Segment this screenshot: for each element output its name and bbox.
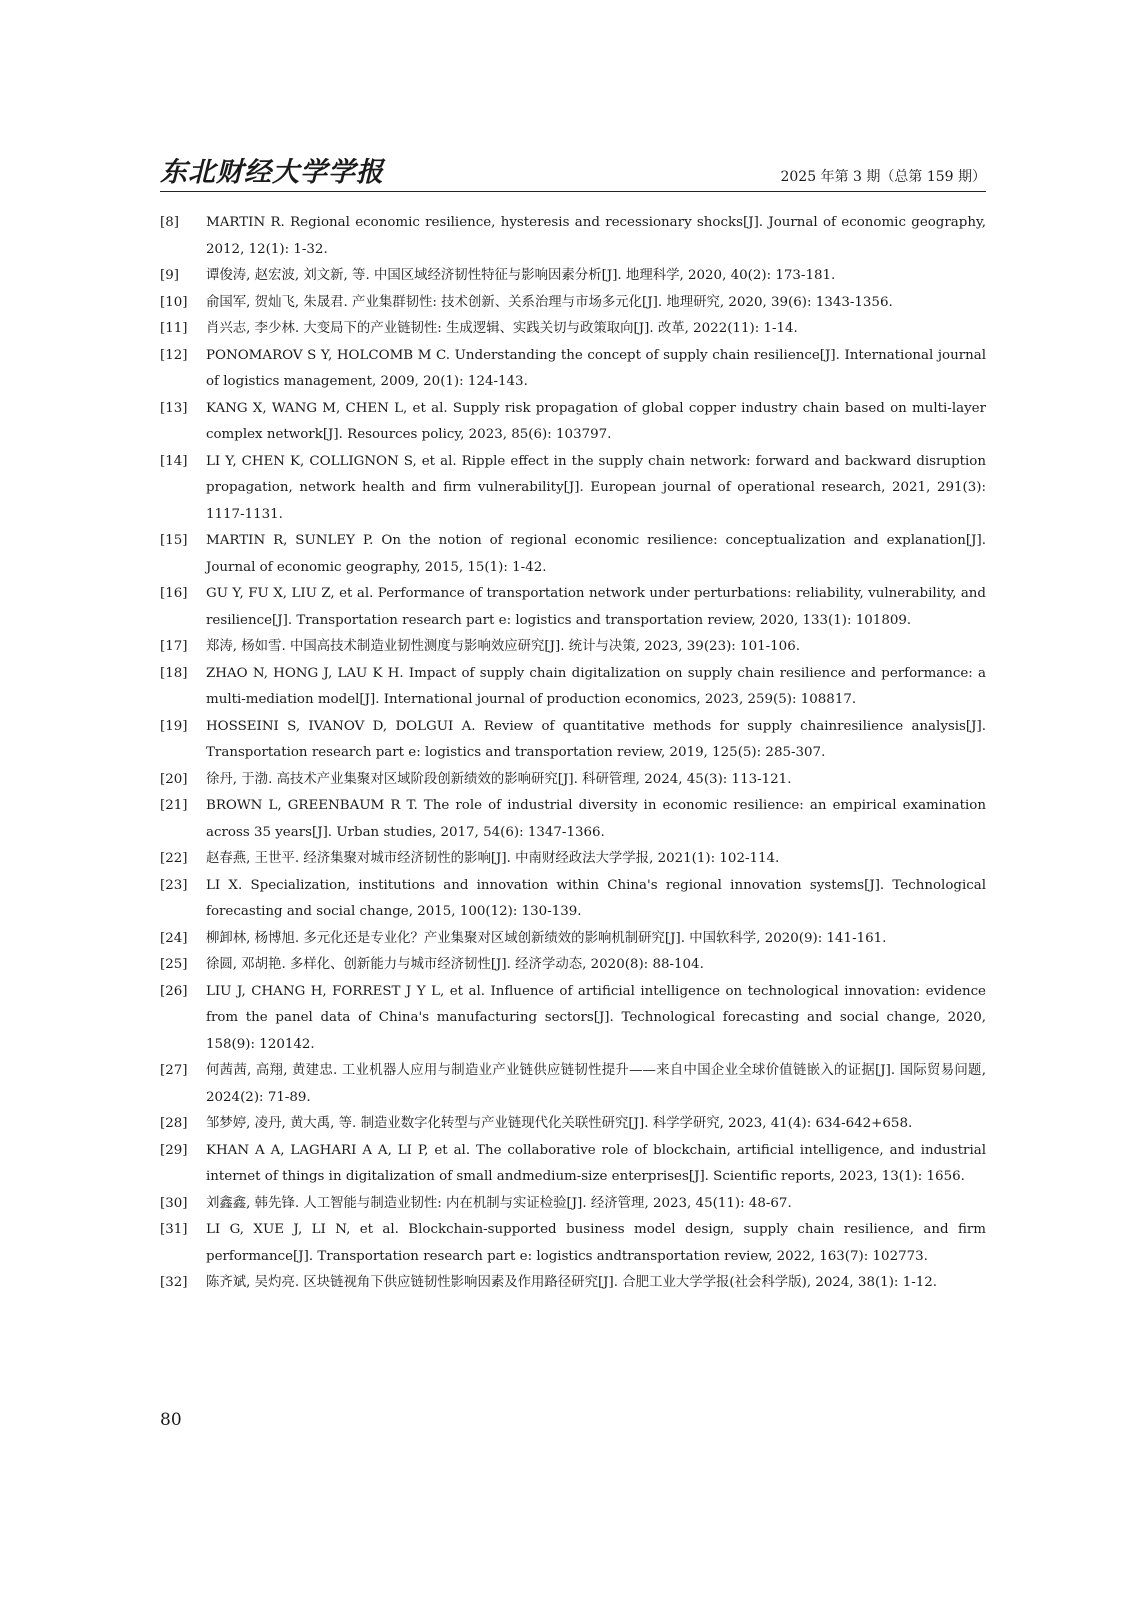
reference-number: [26] bbox=[160, 983, 188, 999]
reference-text: GU Y, FU X, LIU Z, et al. Performance of transportation network under perturbations: reliability, vulnerability, and resilience[J]. Transportation research part e: logistics and transportation review, 2020, 133(1): 101809. bbox=[206, 586, 986, 628]
reference-item bbox=[160, 1270, 986, 1297]
reference-number: [32] bbox=[160, 1275, 188, 1290]
header-rule bbox=[160, 191, 986, 192]
reference-text: KHAN A A, LAGHARI A A, LI P, et al. The collaborative role of blockchain, artificial intelligence, and industrial internet of things in digitalization of small andmedium-size enterprises[J]. Scientific reports, 2023, 13(1): 1656. bbox=[206, 1142, 986, 1184]
reference-list bbox=[160, 210, 986, 1297]
reference-text: BROWN L, GREENBAUM R T. The role of industrial diversity in economic resilience: an empirical examination across 35 years[J]. Urban studies, 2017, 54(6): 1347-1366. bbox=[206, 798, 986, 840]
reference-text: 徐丹, 于渤. 高技术产业集聚对区域阶段创新绩效的影响研究[J]. 科研管理, 2024, 45(3): 113-121. bbox=[206, 771, 792, 787]
reference-text: 郑涛, 杨如雪. 中国高技术制造业韧性测度与影响效应研究[J]. 统计与决策, 2023, 39(23): 101-106. bbox=[206, 639, 800, 654]
reference-text: 陈齐斌, 吴灼亮. 区块链视角下供应链韧性影响因素及作用路径研究[J]. 合肥工业大学学报(社会科学版), 2024, 38(1): 1-12. bbox=[206, 1275, 938, 1290]
reference-item bbox=[160, 290, 986, 317]
issue-info: 2025 年第 3 期（总第 159 期） bbox=[780, 169, 986, 185]
reference-item bbox=[160, 661, 986, 714]
reference-item bbox=[160, 1058, 986, 1111]
reference-number: [19] bbox=[160, 718, 188, 734]
reference-number: [14] bbox=[160, 453, 188, 469]
reference-text: HOSSEINI S, IVANOV D, DOLGUI A. Review of quantitative methods for supply chainresilience analysis[J]. Transportation research part e: logistics and transportation review, 2019, 125(5): 285-307. bbox=[206, 718, 986, 760]
reference-text: LIU J, CHANG H, FORREST J Y L, et al. Influence of artificial intelligence on technological innovation: evidence from the panel data of China's manufacturing sectors[J]. Technological forecasting and social change, 2020, 158(9): 120142. bbox=[206, 983, 986, 1052]
reference-item bbox=[160, 714, 986, 767]
reference-number: [23] bbox=[160, 877, 188, 893]
reference-number: [9] bbox=[160, 268, 179, 283]
reference-number: [30] bbox=[160, 1195, 188, 1211]
reference-number: [17] bbox=[160, 639, 188, 654]
reference-item bbox=[160, 873, 986, 926]
reference-item bbox=[160, 1111, 986, 1138]
reference-number: [18] bbox=[160, 665, 188, 681]
reference-item bbox=[160, 528, 986, 581]
reference-number: [31] bbox=[160, 1222, 188, 1237]
reference-item bbox=[160, 1191, 986, 1218]
reference-text: PONOMAROV S Y, HOLCOMB M C. Understanding the concept of supply chain resilience[J]. International journal of logistics management, 2009, 20(1): 124-143. bbox=[206, 347, 986, 389]
reference-number: [20] bbox=[160, 771, 188, 787]
reference-text: LI X. Specialization, institutions and innovation within China's regional innovation systems[J]. Technological forecasting and social change, 2015, 100(12): 130-139. bbox=[206, 877, 986, 919]
reference-text: KANG X, WANG M, CHEN L, et al. Supply risk propagation of global copper industry chain based on multi-layer complex network[J]. Resources policy, 2023, 85(6): 103797. bbox=[206, 400, 986, 442]
reference-text: MARTIN R, SUNLEY P. On the notion of regional economic resilience: conceptualization and explanation[J]. Journal of economic geography, 2015, 15(1): 1-42. bbox=[206, 533, 986, 575]
reference-text: LI Y, CHEN K, COLLIGNON S, et al. Ripple effect in the supply chain network: forward and backward disruption propagation, network health and firm vulnerability[J]. European journal of operational research, 2021, 291(3): 1117-1131. bbox=[206, 453, 986, 522]
reference-text: MARTIN R. Regional economic resilience, hysteresis and recessionary shocks[J]. Journal of economic geography, 2012, 12(1): 1-32. bbox=[206, 215, 986, 257]
reference-item bbox=[160, 343, 986, 396]
reference-item bbox=[160, 846, 986, 873]
page-header bbox=[160, 150, 986, 190]
reference-number: [13] bbox=[160, 400, 188, 416]
reference-item bbox=[160, 1138, 986, 1191]
reference-item bbox=[160, 926, 986, 953]
reference-number: [10] bbox=[160, 294, 188, 310]
reference-text: 刘鑫鑫, 韩先锋. 人工智能与制造业韧性: 内在机制与实证检验[J]. 经济管理, 2023, 45(11): 48-67. bbox=[206, 1195, 792, 1211]
reference-text: 肖兴志, 李少林. 大变局下的产业链韧性: 生成逻辑、实践关切与政策取向[J]. 改革, 2022(11): 1-14. bbox=[206, 321, 798, 336]
reference-text: 俞国军, 贺灿飞, 朱晟君. 产业集群韧性: 技术创新、关系治理与市场多元化[J]. 地理研究, 2020, 39(6): 1343-1356. bbox=[206, 294, 893, 310]
reference-number: [16] bbox=[160, 586, 188, 601]
reference-item bbox=[160, 316, 986, 343]
reference-item bbox=[160, 396, 986, 449]
reference-number: [25] bbox=[160, 957, 188, 972]
reference-number: [27] bbox=[160, 1063, 188, 1078]
journal-name: 东北财经大学学报 bbox=[160, 157, 384, 188]
reference-text: 谭俊涛, 赵宏波, 刘文新, 等. 中国区域经济韧性特征与影响因素分析[J]. 地理科学, 2020, 40(2): 173-181. bbox=[206, 268, 836, 283]
reference-text: 何茜茜, 高翔, 黄建忠. 工业机器人应用与制造业产业链供应链韧性提升——来自中国企业全球价值链嵌入的证据[J]. 国际贸易问题, 2024(2): 71-89. bbox=[206, 1063, 986, 1105]
reference-number: [15] bbox=[160, 533, 188, 548]
reference-number: [21] bbox=[160, 798, 188, 813]
reference-text: 邹梦婷, 凌丹, 黄大禹, 等. 制造业数字化转型与产业链现代化关联性研究[J]. 科学学研究, 2023, 41(4): 634-642+658. bbox=[206, 1116, 913, 1131]
reference-number: [22] bbox=[160, 851, 188, 866]
reference-text: 赵春燕, 王世平. 经济集聚对城市经济韧性的影响[J]. 中南财经政法大学学报, 2021(1): 102-114. bbox=[206, 851, 780, 866]
reference-text: LI G, XUE J, LI N, et al. Blockchain-supported business model design, supply chain resilience, and firm performance[J]. Transportation research part e: logistics andtransportation review, 2022, 163(7): 102773. bbox=[206, 1222, 986, 1264]
reference-text: 柳卸林, 杨博旭. 多元化还是专业化？产业集聚对区域创新绩效的影响机制研究[J]. 中国软科学, 2020(9): 141-161. bbox=[206, 930, 887, 946]
reference-item bbox=[160, 263, 986, 290]
reference-number: [24] bbox=[160, 930, 188, 946]
reference-item bbox=[160, 767, 986, 794]
reference-number: [29] bbox=[160, 1142, 188, 1158]
reference-number: [12] bbox=[160, 347, 188, 363]
reference-number: [11] bbox=[160, 321, 188, 336]
reference-text: 徐圆, 邓胡艳. 多样化、创新能力与城市经济韧性[J]. 经济学动态, 2020(8): 88-104. bbox=[206, 957, 704, 972]
reference-item bbox=[160, 210, 986, 263]
reference-item bbox=[160, 1217, 986, 1270]
reference-number: [28] bbox=[160, 1116, 188, 1131]
reference-item bbox=[160, 979, 986, 1059]
reference-item bbox=[160, 449, 986, 529]
reference-number: [8] bbox=[160, 215, 179, 230]
reference-item bbox=[160, 581, 986, 634]
reference-item bbox=[160, 634, 986, 661]
reference-item bbox=[160, 952, 986, 979]
reference-text: ZHAO N, HONG J, LAU K H. Impact of supply chain digitalization on supply chain resilience and performance: a multi-mediation model[J]. International journal of production economics, 2023, 259(5): 108817. bbox=[206, 665, 986, 707]
page-number: 80 bbox=[160, 1410, 182, 1430]
reference-item bbox=[160, 793, 986, 846]
